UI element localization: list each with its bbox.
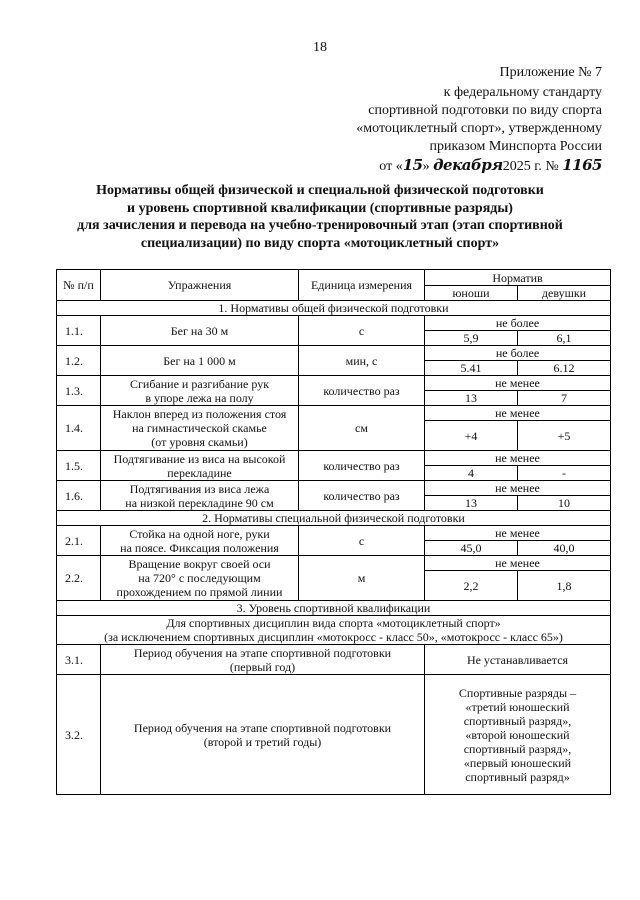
date-mid: » <box>422 159 430 174</box>
header-unit: Единица измерения <box>299 270 425 301</box>
date-prefix: от « <box>379 159 403 174</box>
norms-table <box>56 269 611 795</box>
appendix-line: Приложение № 7 <box>499 65 602 80</box>
condition-cell: не более <box>425 346 611 361</box>
unit-cell: количество раз <box>299 376 425 406</box>
section-title: 2. Нормативы специальной физической подготовки <box>57 511 611 526</box>
qualification-value: Не устанавливается <box>425 645 611 675</box>
row-num: 1.6. <box>57 481 101 511</box>
exercise-cell: Бег на 30 м <box>101 316 299 346</box>
girls-value: 6.12 <box>518 361 611 376</box>
unit-cell: см <box>299 406 425 451</box>
document-title <box>40 182 600 252</box>
girls-value: 1,8 <box>518 571 611 601</box>
exercise-cell: Сгибание и разгибание рук в упоре лежа на полу <box>101 376 299 406</box>
title-line: специализации) по виду спорта «мотоциклетный спорт» <box>140 235 500 251</box>
handwritten-day: 15 <box>402 156 423 174</box>
header-exercise: Упражнения <box>101 270 299 301</box>
section-title: 1. Нормативы общей физической подготовки <box>57 301 611 316</box>
row-num: 1.5. <box>57 451 101 481</box>
boys-value: 13 <box>425 391 518 406</box>
boys-value: 4 <box>425 466 518 481</box>
exercise-cell: Наклон вперед из положения стоя на гимнастической скамье (от уровня скамьи) <box>101 406 299 451</box>
boys-value: 45,0 <box>425 541 518 556</box>
title-line: Нормативы общей физической и специальной физической подготовки <box>96 183 544 198</box>
appendix-block <box>302 64 602 176</box>
boys-value: 5,9 <box>425 331 518 346</box>
title-line: для зачисления и перевода на учебно-тренировочный этап (этап спортивной <box>77 218 563 233</box>
row-num: 2.1. <box>57 526 101 556</box>
condition-cell: не менее <box>425 481 611 496</box>
unit-cell: количество раз <box>299 451 425 481</box>
girls-value: - <box>518 466 611 481</box>
girls-value: 7 <box>518 391 611 406</box>
exercise-cell: Подтягивание из виса на высокой перекладине <box>101 451 299 481</box>
boys-value: +4 <box>425 421 518 451</box>
appendix-line: приказом Минспорта России <box>429 139 602 154</box>
row-num: 3.1. <box>57 645 101 675</box>
row-num: 1.3. <box>57 376 101 406</box>
unit-cell: м <box>299 556 425 601</box>
section-title: 3. Уровень спортивной квалификации <box>57 601 611 616</box>
handwritten-order-number: 1165 <box>562 156 602 174</box>
qualification-period: Период обучения на этапе спортивной подготовки (первый год) <box>101 645 425 675</box>
title-line: и уровень спортивной квалификации (спортивные разряды) <box>127 200 513 216</box>
condition-cell: не менее <box>425 376 611 391</box>
condition-cell: не более <box>425 316 611 331</box>
girls-value: 6,1 <box>518 331 611 346</box>
girls-value: +5 <box>518 421 611 451</box>
row-num: 1.2. <box>57 346 101 376</box>
unit-cell: мин, с <box>299 346 425 376</box>
qualification-period: Период обучения на этапе спортивной подготовки (второй и третий годы) <box>101 675 425 795</box>
page-number: 18 <box>313 40 327 55</box>
date-year: 2025 г. № <box>502 159 559 174</box>
unit-cell: с <box>299 526 425 556</box>
unit-cell: с <box>299 316 425 346</box>
boys-value: 2,2 <box>425 571 518 601</box>
condition-cell: не менее <box>425 556 611 571</box>
section-note: Для спортивных дисциплин вида спорта «мотоциклетный спорт» (за исключением спортивных дисциплин «мотокросс - класс 50», «мотокросс - класс 65») <box>57 616 611 645</box>
row-num: 1.4. <box>57 406 101 451</box>
exercise-cell: Стойка на одной ноге, руки на поясе. Фиксация положения <box>101 526 299 556</box>
girls-value: 40,0 <box>518 541 611 556</box>
row-num: 3.2. <box>57 675 101 795</box>
handwritten-month: декабря <box>433 156 503 174</box>
exercise-cell: Бег на 1 000 м <box>101 346 299 376</box>
condition-cell: не менее <box>425 526 611 541</box>
exercise-cell: Вращение вокруг своей оси на 720° с последующим прохождением по прямой линии <box>101 556 299 601</box>
header-girls: девушки <box>518 286 611 301</box>
order-date-line <box>302 156 602 176</box>
condition-cell: не менее <box>425 406 611 421</box>
unit-cell: количество раз <box>299 481 425 511</box>
header-norm: Норматив <box>425 270 611 286</box>
row-num: 2.2. <box>57 556 101 601</box>
boys-value: 5.41 <box>425 361 518 376</box>
appendix-line: спортивной подготовки по виду спорта <box>368 103 602 118</box>
appendix-line: к федеральному стандарту <box>443 85 602 100</box>
girls-value: 10 <box>518 496 611 511</box>
header-num: № п/п <box>57 270 101 301</box>
condition-cell: не менее <box>425 451 611 466</box>
header-boys: юноши <box>425 286 518 301</box>
qualification-value: Спортивные разряды – «третий юношеский спортивный разряд», «второй юношеский спортивный разряд», «первый юношеский спортивный разряд» <box>425 675 611 795</box>
row-num: 1.1. <box>57 316 101 346</box>
boys-value: 13 <box>425 496 518 511</box>
exercise-cell: Подтягивания из виса лежа на низкой перекладине 90 см <box>101 481 299 511</box>
appendix-line: «мотоциклетный спорт», утвержденному <box>356 121 602 136</box>
